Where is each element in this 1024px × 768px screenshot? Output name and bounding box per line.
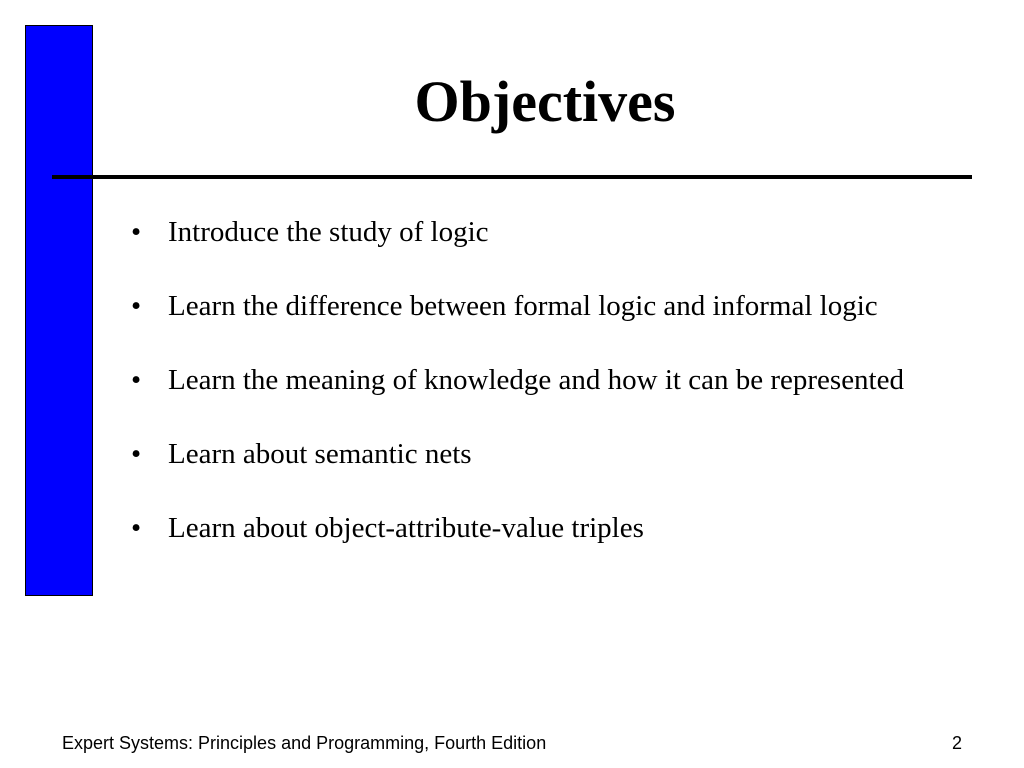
- accent-bar: [25, 25, 93, 596]
- list-item: [131, 508, 968, 548]
- bullet-text: Learn the difference between formal logic and informal logic: [168, 290, 878, 322]
- slide-title: Objectives: [414, 69, 676, 134]
- bullet-text: Introduce the study of logic: [168, 216, 489, 248]
- title-divider: [52, 175, 972, 179]
- objectives-list: [131, 212, 968, 582]
- list-item: [131, 212, 968, 252]
- list-item: [131, 286, 968, 326]
- bullet-text: Learn about object-attribute-value triples: [168, 512, 644, 544]
- page-number: 2: [951, 733, 962, 753]
- list-item: [131, 434, 968, 474]
- list-item: [131, 360, 968, 400]
- bullet-text: Learn about semantic nets: [168, 438, 472, 470]
- bullet-icon: •: [131, 364, 142, 396]
- bullet-icon: •: [131, 512, 142, 544]
- bullet-icon: •: [131, 438, 142, 470]
- bullet-text: Learn the meaning of knowledge and how it can be represented: [168, 364, 904, 396]
- bullet-icon: •: [131, 290, 142, 322]
- bullet-icon: •: [131, 216, 142, 248]
- footer-book-title: Expert Systems: Principles and Programming, Fourth Edition: [62, 733, 547, 753]
